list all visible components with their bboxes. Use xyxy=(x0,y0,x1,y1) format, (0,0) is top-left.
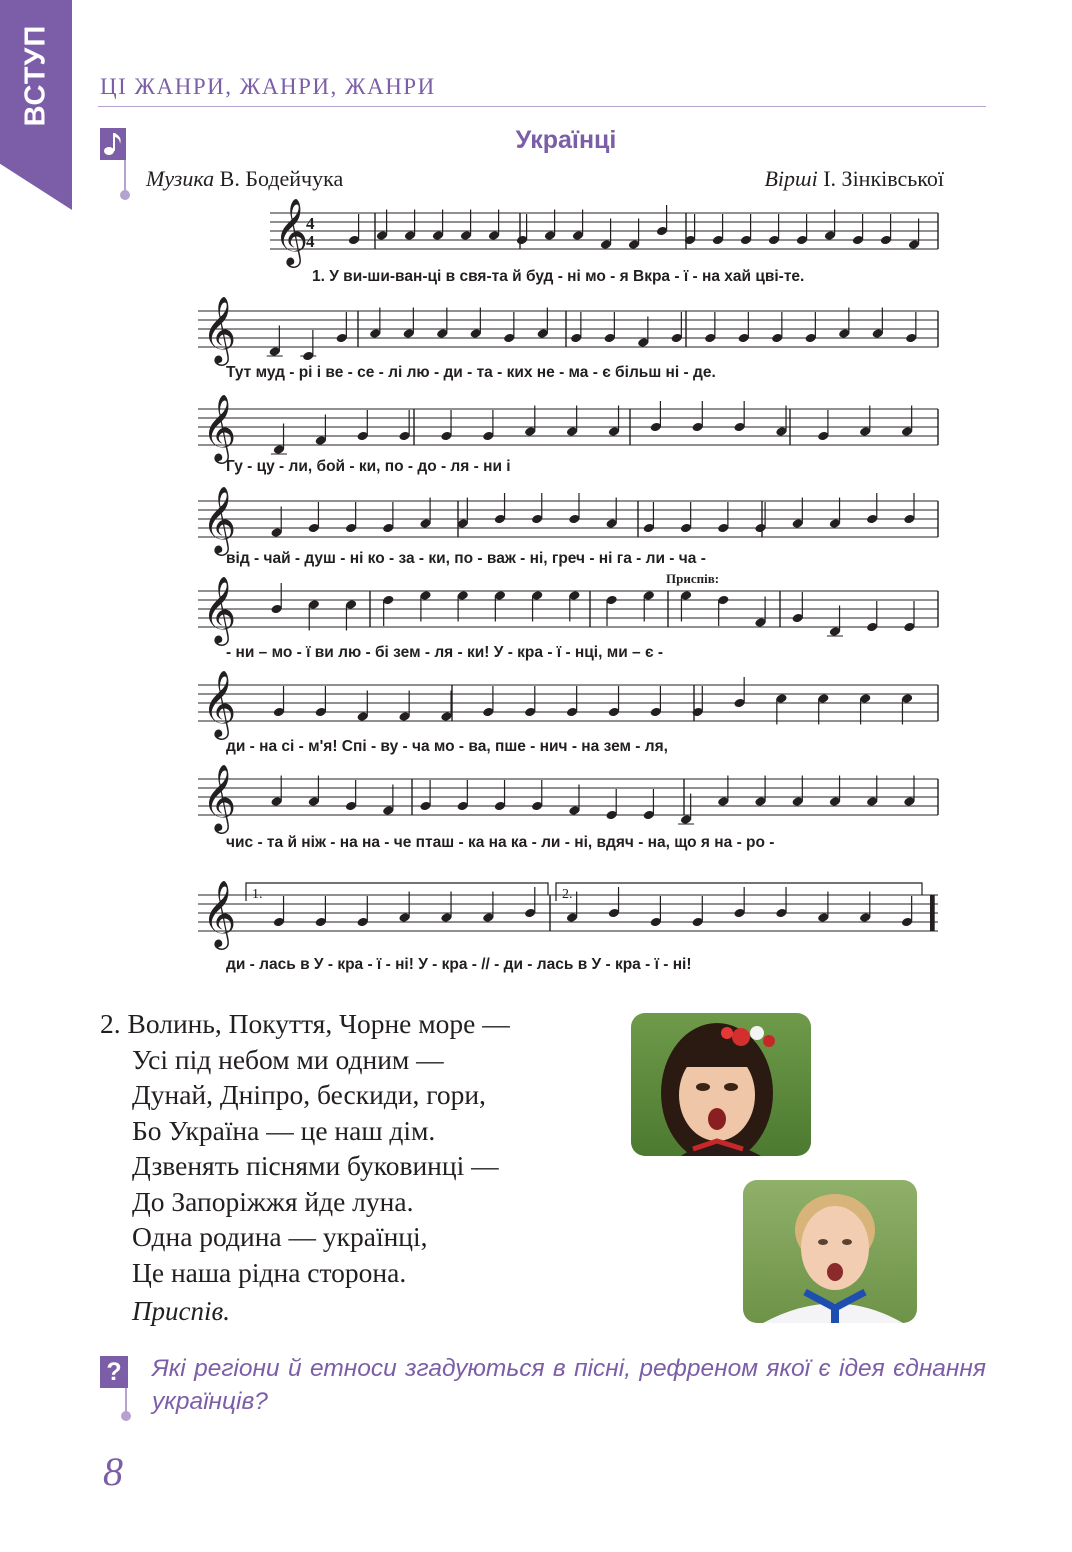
treble-clef-icon: 𝄞 xyxy=(202,575,237,643)
score-lyric-line: ди - на сі - м'я! Спі - ву - ча мо - ва, пше - нич - на зем - ля, xyxy=(226,738,668,755)
sheet-music-score xyxy=(190,195,960,985)
question-icon: ? xyxy=(100,1356,128,1388)
treble-clef-icon: 𝄞 xyxy=(202,669,237,737)
song-title: Українці xyxy=(515,126,617,154)
marker-dot xyxy=(121,1411,131,1421)
marker-stem xyxy=(124,160,126,194)
chorus-mark: Приспів: xyxy=(666,571,720,586)
verse-line: Дзвенять піснями буковинці — xyxy=(132,1150,499,1181)
score-lyric-line: Гу - цу - ли, бой - ки, по - до - ля - ни і xyxy=(226,458,511,475)
score-lyric-line: від - чай - душ - ні ко - за - ки, по - важ - ні, греч - ні га - ли - ча - xyxy=(226,550,706,567)
side-tab-label: ВСТУП xyxy=(19,24,52,126)
score-lyric-line: 1. У ви-ши-ван-ці в свя-та й буд - ні мо - я Вкра - ї - на хай цві-те. xyxy=(312,268,805,285)
verse-line: Бо Україна — це наш дім. xyxy=(132,1114,436,1146)
marker-dot xyxy=(120,190,130,200)
time-signature-top: 4 xyxy=(306,214,315,233)
header-divider xyxy=(98,106,986,107)
music-label: Музика xyxy=(146,166,215,191)
treble-clef-icon: 𝄞 xyxy=(202,879,237,947)
volta-2-bracket xyxy=(556,883,922,901)
music-credit xyxy=(146,166,343,192)
lyricist-name: І. Зінківської xyxy=(817,166,944,191)
score-lyric-line: ди - лась в У - кра - ї - ні! У - кра - // - ди - лась в У - кра - ї - ні! xyxy=(226,956,692,973)
question-text: Які регіони й етноси згадуються в пісні, рефреном якої є ідея єднання українців? xyxy=(152,1355,986,1415)
chorus-reference: Приспів. xyxy=(132,1296,230,1326)
treble-clef-icon: 𝄞 xyxy=(274,197,309,265)
verse-line: Це наша рідна сторона. xyxy=(132,1256,407,1288)
treble-clef-icon: 𝄞 xyxy=(202,485,237,553)
volta-1-label: 1. xyxy=(252,887,263,902)
verse-line: Одна родина — українці, xyxy=(132,1221,428,1252)
verse-line: Дунай, Дніпро, бескиди, гори, xyxy=(132,1079,486,1110)
volta-1-bracket xyxy=(246,883,548,901)
lyrics-label: Вірші xyxy=(764,166,818,191)
treble-clef-icon: 𝄞 xyxy=(202,295,237,363)
treble-clef-icon: 𝄞 xyxy=(202,763,237,831)
time-signature-bottom: 4 xyxy=(306,232,315,251)
verse-2 xyxy=(100,1006,510,1290)
final-bar-line xyxy=(930,895,934,931)
verse-line: Усі під небом ми одним — xyxy=(132,1043,444,1075)
score-lyric-line: чис - та й ніж - на на - че пташ - ка на ка - ли - ні, вдяч - на, що я на - ро - xyxy=(226,834,775,851)
page-number: 8 xyxy=(103,1449,123,1494)
volta-2-label: 2. xyxy=(562,887,573,902)
composer-name: В. Бодейчука xyxy=(214,166,344,191)
treble-clef-icon: 𝄞 xyxy=(202,393,237,461)
verse-number: 2. xyxy=(100,1008,121,1039)
lyrics-credit xyxy=(764,166,944,192)
singing-boy-photo xyxy=(743,1180,917,1323)
section-header: ЦІ ЖАНРИ, ЖАНРИ, ЖАНРИ xyxy=(100,74,436,99)
score-lyric-line: Тут муд - рі і ве - се - лі лю - ди - та - ких не - ма - є більш ні - де. xyxy=(226,364,716,381)
score-lyric-line: - ни – мо - ї ви лю - бі зем - ля - ки! У - кра - ї - нці, ми – є - xyxy=(226,644,663,661)
verse-line: До Запоріжжя йде луна. xyxy=(132,1185,414,1217)
verse-line: 2. Волинь, Покуття, Чорне море — xyxy=(100,1008,510,1039)
singing-girl-photo xyxy=(631,1013,811,1156)
